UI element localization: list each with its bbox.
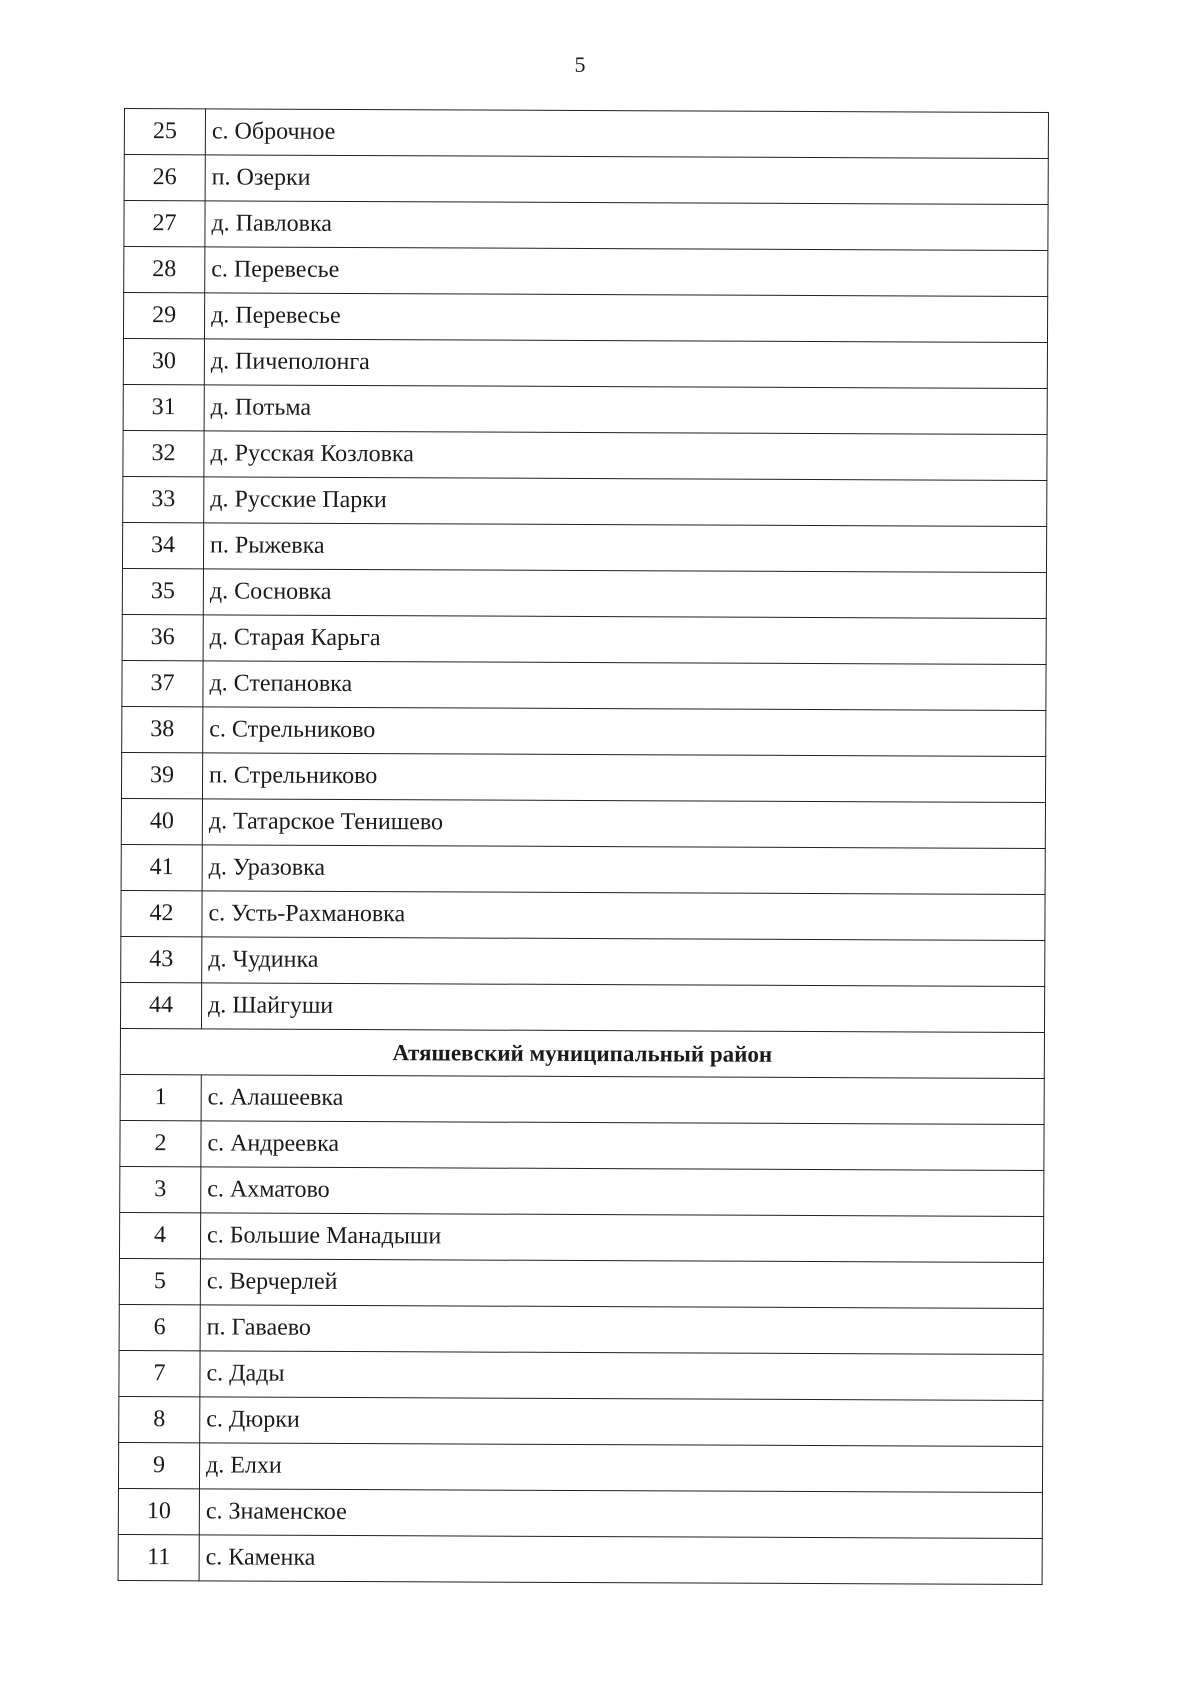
row-number: 6 <box>119 1304 200 1350</box>
settlement-name: д. Чудинка <box>202 937 1045 987</box>
settlement-name: п. Озерки <box>205 155 1048 205</box>
table-row <box>121 798 1045 848</box>
table-row <box>119 1212 1043 1262</box>
page-number: 5 <box>574 52 586 77</box>
settlement-name: п. Стрельниково <box>202 753 1045 803</box>
settlement-name: д. Елхи <box>199 1443 1042 1493</box>
row-number: 37 <box>122 660 203 706</box>
row-number: 44 <box>120 982 201 1028</box>
row-number: 4 <box>119 1212 200 1258</box>
row-number: 38 <box>122 706 203 752</box>
settlements-table <box>118 108 1049 1585</box>
settlement-name: д. Пичеполонга <box>204 339 1047 389</box>
table-row <box>124 155 1048 205</box>
settlement-name: д. Степановка <box>203 661 1046 711</box>
settlement-name: с. Андреевка <box>201 1121 1044 1171</box>
table-row <box>121 844 1045 894</box>
settlement-name: д. Старая Карьга <box>203 615 1046 665</box>
table-row <box>124 201 1048 251</box>
row-number: 29 <box>123 293 204 339</box>
settlement-name: с. Алашеевка <box>201 1075 1044 1125</box>
table-row <box>123 293 1047 343</box>
row-number: 43 <box>121 936 202 982</box>
settlement-name: с. Большие Манадыши <box>200 1213 1043 1263</box>
table-row <box>122 660 1046 710</box>
row-number: 5 <box>119 1258 200 1304</box>
row-number: 11 <box>118 1534 199 1580</box>
table-row <box>118 1442 1042 1492</box>
settlement-name: с. Каменка <box>199 1535 1042 1585</box>
table-row <box>120 1120 1044 1170</box>
row-number: 34 <box>122 522 203 568</box>
settlement-name: д. Русская Козловка <box>204 431 1047 481</box>
row-number: 28 <box>124 247 205 293</box>
settlements-table-body <box>118 109 1048 1585</box>
row-number: 31 <box>123 384 204 430</box>
settlement-name: с. Оброчное <box>205 109 1048 159</box>
settlement-name: с. Перевесье <box>205 247 1048 297</box>
settlement-name: д. Перевесье <box>204 293 1047 343</box>
settlement-name: с. Дады <box>200 1351 1043 1401</box>
row-number: 10 <box>118 1488 199 1534</box>
row-number: 7 <box>119 1350 200 1396</box>
settlement-name: с. Стрельниково <box>203 707 1046 757</box>
settlement-name: с. Знаменское <box>199 1489 1042 1539</box>
row-number: 1 <box>120 1074 201 1120</box>
table-row <box>120 982 1044 1032</box>
table-row <box>122 568 1046 618</box>
settlement-name: с. Верчерлей <box>200 1259 1043 1309</box>
table-row <box>119 1396 1043 1446</box>
row-number: 33 <box>123 476 204 522</box>
settlement-name: п. Рыжевка <box>203 523 1046 573</box>
table-row <box>120 1074 1044 1124</box>
settlement-name: п. Гаваево <box>200 1305 1043 1355</box>
settlement-name: д. Сосновка <box>203 569 1046 619</box>
table-row <box>122 614 1046 664</box>
table-row <box>119 1304 1043 1354</box>
table-row <box>123 384 1047 434</box>
settlement-name: д. Шайгуши <box>201 983 1044 1033</box>
row-number: 41 <box>121 844 202 890</box>
table-row <box>123 339 1047 389</box>
table-row <box>121 890 1045 940</box>
row-number: 39 <box>121 752 202 798</box>
row-number: 3 <box>120 1166 201 1212</box>
row-number: 25 <box>124 109 205 155</box>
table-row <box>120 1166 1044 1216</box>
table-row <box>118 1488 1042 1538</box>
table-row <box>124 247 1048 297</box>
settlement-name: с. Дюрки <box>200 1397 1043 1447</box>
row-number: 8 <box>119 1396 200 1442</box>
settlement-name: с. Ахматово <box>201 1167 1044 1217</box>
row-number: 42 <box>121 890 202 936</box>
settlement-name: д. Потьма <box>204 385 1047 435</box>
settlement-name: д. Татарское Тенишево <box>202 799 1045 849</box>
section-title: Атяшевский муниципальный район <box>120 1028 1044 1078</box>
table-row <box>122 522 1046 572</box>
row-number: 27 <box>124 201 205 247</box>
row-number: 32 <box>123 430 204 476</box>
row-number: 30 <box>123 339 204 385</box>
row-number: 40 <box>121 798 202 844</box>
table-row <box>118 1534 1042 1584</box>
settlement-name: д. Уразовка <box>202 845 1045 895</box>
settlement-name: д. Павловка <box>205 201 1048 251</box>
row-number: 35 <box>122 568 203 614</box>
table-row <box>124 109 1048 159</box>
row-number: 9 <box>118 1442 199 1488</box>
table-row <box>123 476 1047 526</box>
table-row <box>121 752 1045 802</box>
settlement-name: д. Русские Парки <box>204 477 1047 527</box>
row-number: 36 <box>122 614 203 660</box>
table-row <box>122 706 1046 756</box>
settlement-name: с. Усть-Рахмановка <box>202 891 1045 941</box>
table-row <box>123 430 1047 480</box>
table-row <box>119 1350 1043 1400</box>
row-number: 26 <box>124 155 205 201</box>
table-row <box>121 936 1045 986</box>
table-row <box>119 1258 1043 1308</box>
row-number: 2 <box>120 1120 201 1166</box>
section-header-row <box>120 1028 1044 1078</box>
